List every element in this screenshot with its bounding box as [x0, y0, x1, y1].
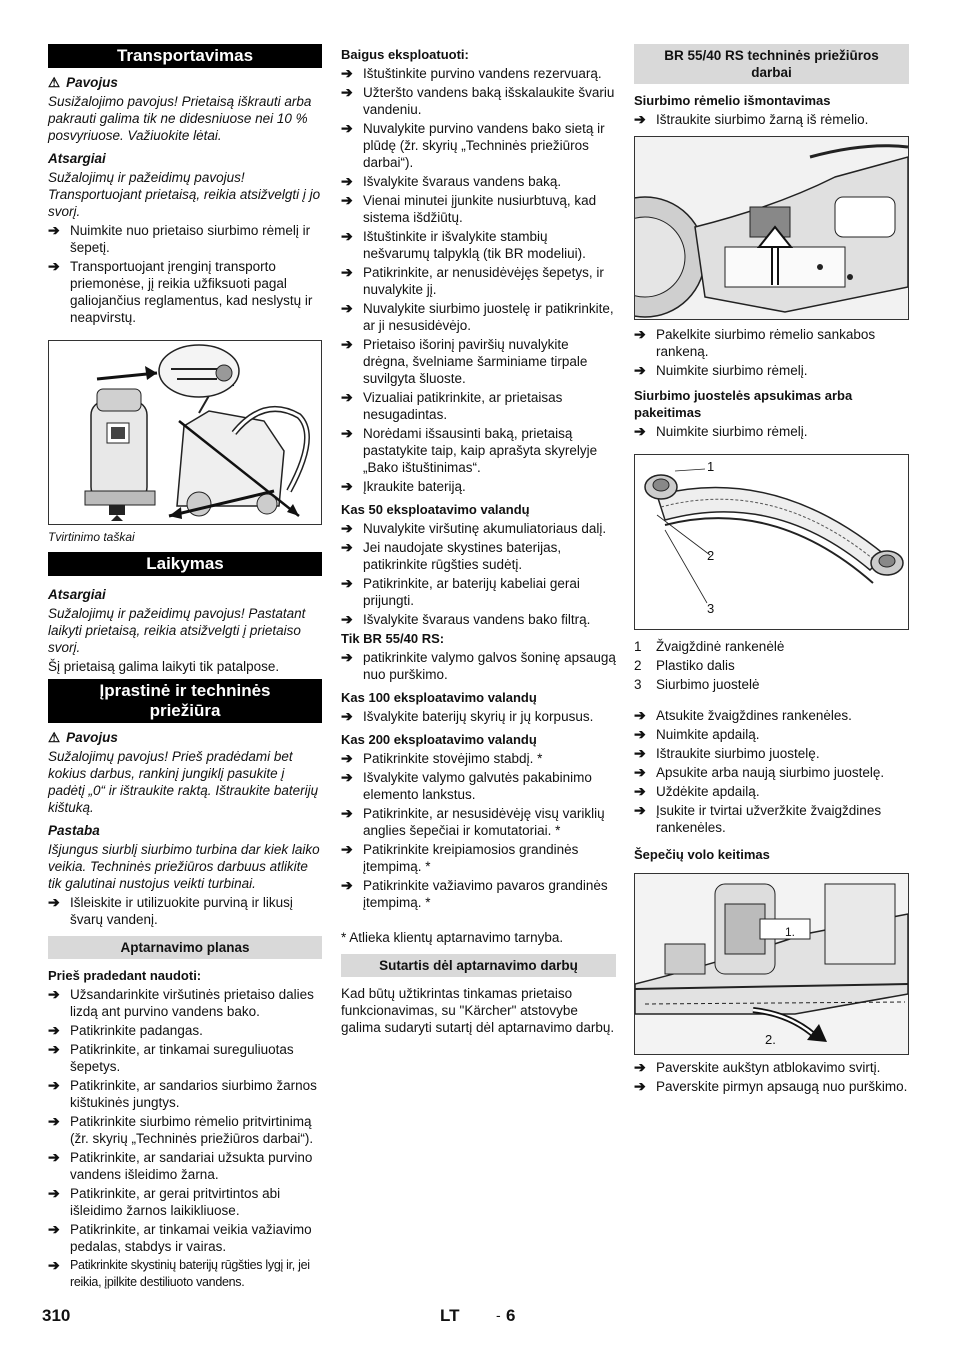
squeegee-removal-illustration [635, 137, 908, 319]
list-item: ➔ Ištraukite siurbimo žarną iš rėmelio. [634, 111, 909, 128]
figure-caption: Tvirtinimo taškai [48, 530, 135, 544]
section-heading-br-maintenance [634, 44, 909, 84]
list-item: ➔ Išvalykite valymo galvutės pakabinimo elemento lankstus. [341, 769, 616, 803]
interval-100h-label: Kas 100 eksploatavimo valandų [341, 690, 537, 705]
column-1 [48, 44, 322, 1293]
list-item: ➔ Ištuštinkite purvino vandens rezervuarą. [341, 65, 616, 82]
list-item: ➔ Patikrinkite, ar nesusidėvėję visų variklių anglies šepečiai ir komutatoriai. * [341, 805, 616, 839]
list-item: ➔ Uždėkite apdailą. [634, 783, 909, 800]
list-item: ➔ Prietaiso išorinį paviršių nuvalykite drėgna, švelniame šarminiame tirpale suvilgyta šluoste. [341, 336, 616, 387]
heading-line: BR 55/40 RS techninės priežiūros [664, 48, 879, 63]
list-item: ➔ Patikrinkite, ar tinkamai veikia važiavimo pedalas, stabdys ir vairas. [48, 1221, 322, 1255]
legend-item [634, 638, 909, 655]
figure-squeegee-strip [634, 454, 909, 630]
list-item: ➔ Patikrinkite, ar tinkamai sureguliuotas šepetys. [48, 1041, 322, 1075]
contract-text: Kad būtų užtikrintas tinkamas prietaiso funkcionavimas, su "Kärcher" atstovybe galima sudaryti sutartį dėl aptarnavimo darbų. [341, 986, 615, 1035]
footnote: * Atlieka klientų aptarnavimo tarnyba. [341, 930, 564, 945]
after-use-steps [341, 65, 616, 495]
removal-label: Siurbimo rėmelio išmontavimas [634, 93, 831, 108]
brush-label: Šepečių volo keitimas [634, 847, 770, 862]
figure-legend [634, 638, 909, 693]
after-use-label: Baigus eksploatuoti: [341, 47, 469, 62]
danger-text: Sužalojimų pavojus! Prieš pradėdami bet kokius darbus, rankinį jungiklį pasukite į padėtį „0“ ir ištraukite raktą. Ištraukite baterijų kištuką. [48, 749, 319, 815]
footer-separator: - [496, 1307, 501, 1323]
column-2 [341, 44, 616, 1038]
legend-number: 2 [634, 658, 642, 673]
list-item: ➔ Ištraukite siurbimo juostelę. [634, 745, 909, 762]
list-item: ➔ Išvalykite baterijų skyrių ir jų korpusus. [341, 708, 616, 725]
callout-1: 1. [785, 925, 796, 939]
list-item: ➔ Užsandarinkite viršutinės prietaiso dalies lizdą ant purvino vandens bako. [48, 986, 322, 1020]
figure-squeegee-removal [634, 136, 909, 320]
language-code: LT [440, 1306, 460, 1325]
brush-change-illustration [635, 874, 908, 1054]
interval-100h-steps [341, 708, 616, 725]
danger-label: ⚠ Pavojus [48, 74, 322, 91]
list-item: ➔ Jei naudojate skystines baterijas, patikrinkite rūgšties sudėtį. [341, 539, 616, 573]
list-item: ➔ Įkraukite bateriją. [341, 478, 616, 495]
brush-steps [634, 1059, 909, 1095]
transport-steps [48, 222, 322, 326]
callout-2: 2 [707, 548, 715, 563]
callout-1: 1 [707, 459, 715, 474]
interval-50h-label: Kas 50 eksploatavimo valandų [341, 502, 530, 517]
figure-brush-change [634, 873, 909, 1055]
list-item: ➔ Patikrinkite, ar baterijų kabeliai gerai prijungti. [341, 575, 616, 609]
br-only-label: Tik BR 55/40 RS: [341, 631, 445, 646]
heading-line: Įprastinė ir techninės [99, 681, 271, 700]
squeegee-strip-illustration [635, 455, 908, 629]
list-item: ➔ Patikrinkite stovėjimo stabdį. * [341, 750, 616, 767]
maintenance-steps [48, 894, 322, 928]
heading-line: priežiūra [149, 701, 221, 720]
before-use-steps [48, 986, 322, 1291]
legend-text: Žvaigždinė rankenėlė [656, 639, 785, 654]
list-item: ➔ Paverskite pirmyn apsaugą nuo purškimo. [634, 1078, 909, 1095]
list-item: ➔ Nuimkite siurbimo rėmelį. [634, 362, 909, 379]
interval-200h-label: Kas 200 eksploatavimo valandų [341, 732, 537, 747]
list-item: ➔ Užteršto vandens baką išskalaukite švariu vandeniu. [341, 84, 616, 118]
list-item: ➔ Patikrinkite, ar gerai pritvirtintos abi išleidimo žarnos laikikliuose. [48, 1185, 322, 1219]
list-item: ➔ Nuvalykite siurbimo juostelę ir patikrinkite, ar ji nesusidėvėjo. [341, 300, 616, 334]
section-heading-storage: Laikymas [48, 552, 322, 576]
strip-steps-continued [634, 707, 909, 836]
list-item: ➔ Vienai minutei įjunkite nusiurbtuvą, kad sistema išdžiūtų. [341, 192, 616, 226]
list-item: ➔ Nuvalykite viršutinę akumuliatoriaus dalį. [341, 520, 616, 537]
callout-3: 3 [707, 601, 715, 616]
list-item: ➔ patikrinkite valymo galvos šoninę apsaugą nuo purškimo. [341, 649, 616, 683]
list-item: ➔ Išvalykite švaraus vandens bako filtrą. [341, 611, 616, 628]
list-item: ➔ Apsukite arba naują siurbimo juostelę. [634, 764, 909, 781]
list-item: ➔ Ištuštinkite ir išvalykite stambių nešvarumų talpyklą (tik BR modeliui). [341, 228, 616, 262]
caution-label: Atsargiai [48, 151, 106, 166]
list-item: ➔ Atsukite žvaigždines rankenėles. [634, 707, 909, 724]
list-item: ➔ Patikrinkite padangas. [48, 1022, 322, 1039]
danger-label: ⚠ Pavojus [48, 729, 322, 746]
interval-50h-steps [341, 520, 616, 628]
list-item: ➔ Patikrinkite, ar sandarios siurbimo žarnos kištukinės jungtys. [48, 1077, 322, 1111]
list-item: ➔ Vizualiai patikrinkite, ar prietaisas nesugadintas. [341, 389, 616, 423]
list-item: ➔ Patikrinkite, ar nenusidėvėjęs šepetys, ir nuvalykite jį. [341, 264, 616, 298]
list-item: ➔ Nuimkite siurbimo rėmelį. [634, 423, 909, 440]
callout-2: 2. [765, 1032, 776, 1047]
legend-number: 1 [634, 639, 642, 654]
list-item: ➔ Patikrinkite kreipiamosios grandinės įtempimą. * [341, 841, 616, 875]
br-only-steps [341, 649, 616, 683]
removal-steps [634, 111, 909, 128]
section-heading-maintenance [48, 679, 322, 723]
caution-label: Atsargiai [48, 587, 106, 602]
list-item: ➔ Paverskite aukštyn atblokavimo svirtį. [634, 1059, 909, 1076]
column-3 [634, 44, 909, 1097]
list-item: ➔ Pakelkite siurbimo rėmelio sankabos rankeną. [634, 326, 909, 360]
interval-200h-steps [341, 750, 616, 911]
list-item: ➔ Išleiskite ir utilizuokite purviną ir likusį švarų vandenį. [48, 894, 322, 928]
list-item: ➔ Patikrinkite skystinių baterijų rūgšties lygį ir, jei reikia, įpilkite destiliuoto vandens. [48, 1257, 322, 1291]
before-use-label: Prieš pradedant naudoti: [48, 968, 202, 983]
list-item: ➔ Patikrinkite važiavimo pavaros grandinės įtempimą. * [341, 877, 616, 911]
legend-item [634, 676, 909, 693]
page-number: 310 [42, 1306, 71, 1325]
legend-text: Plastiko dalis [656, 658, 735, 673]
removal-steps-continued [634, 326, 909, 379]
list-item: ➔ Nuvalykite purvino vandens bako sietą ir plūdę (žr. skyrių „Techninės priežiūros darbai“). [341, 120, 616, 171]
list-item: ➔ Patikrinkite siurbimo rėmelio pritvirtinimą (žr. skyrių „Techninės priežiūros darbai“). [48, 1113, 322, 1147]
storage-note: Šį prietaisą galima laikyti tik patalpose. [48, 659, 280, 674]
section-heading-contract: Sutartis dėl aptarnavimo darbų [341, 954, 616, 977]
note-text: Išjungus siurblį siurbimo turbina dar kiek laiko veikia. Techninės priežiūros darbuus atlikite tik galutinai nustojus veikti turbinai. [48, 842, 320, 891]
sub-page-number: 6 [506, 1306, 516, 1325]
figure-tie-down-points [48, 340, 322, 525]
caution-text: Sužalojimų ir pažeidimų pavojus! Pastatant laikyti prietaisą, reikia atsižvelgti į prietaiso svorį. [48, 606, 306, 655]
strip-label: Siurbimo juostelės apsukimas arba pakeitimas [634, 388, 853, 420]
machine-illustration [49, 341, 321, 524]
note-label: Pastaba [48, 823, 100, 838]
list-item: ➔ Patikrinkite, ar sandariai užsukta purvino vandens išleidimo žarna. [48, 1149, 322, 1183]
legend-item [634, 657, 909, 674]
section-heading-transport: Transportavimas [48, 44, 322, 68]
list-item: ➔ Nuimkite nuo prietaiso siurbimo rėmelį ir šepetį. [48, 222, 322, 256]
caution-text: Sužalojimų ir pažeidimų pavojus! Transportuojant prietaisą, reikia atsižvelgti į jo svorį. [48, 170, 321, 219]
danger-text: Susižalojimo pavojus! Prietaisą iškrauti arba pakrauti galima tik ne didesniuose nei 10 % posvyriuose. Važiuokite lėtai. [48, 94, 312, 143]
list-item: ➔ Nuimkite apdailą. [634, 726, 909, 743]
list-item: ➔ Transportuojant įrenginį transporto priemonėse, jį reikia užfiksuoti pagal galiojančius reglamentus, kad neslystų ir neapvirstų. [48, 258, 322, 326]
legend-text: Siurbimo juostelė [656, 677, 760, 692]
list-item: ➔ Išvalykite švaraus vandens baką. [341, 173, 616, 190]
list-item: ➔ Įsukite ir tvirtai užveržkite žvaigždines rankenėles. [634, 802, 909, 836]
legend-number: 3 [634, 677, 642, 692]
strip-steps [634, 423, 909, 440]
heading-line: darbai [751, 65, 792, 80]
list-item: ➔ Norėdami išsausinti baką, prietaisą pastatykite taip, kaip aprašyta skyrelyje „Bako ištuštinimas“. [341, 425, 616, 476]
section-heading-service-plan: Aptarnavimo planas [48, 936, 322, 959]
